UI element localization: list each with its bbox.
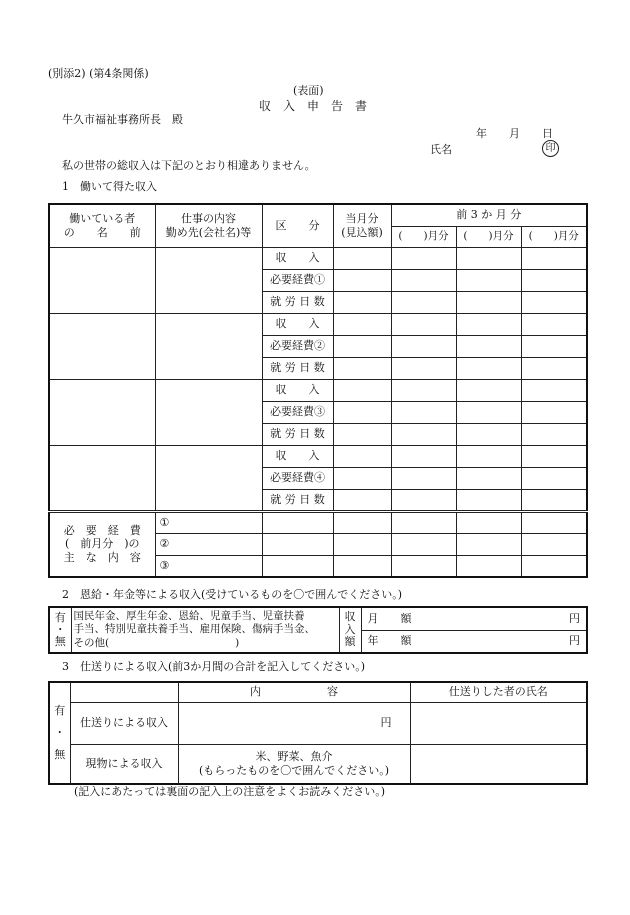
yen-unit: 円 [569,634,580,648]
input-cell[interactable] [521,401,587,423]
col-current-header [333,204,391,247]
in-kind-sender-field[interactable] [410,744,587,784]
row-label: 収 入 [262,445,333,467]
row-label: 必要経費② [262,335,333,357]
yearly-amount-field[interactable] [361,630,587,653]
input-cell[interactable] [391,445,456,467]
col-category-header: 区 分 [262,204,333,247]
input-cell[interactable] [333,291,391,313]
input-cell[interactable] [391,269,456,291]
row-label: 就 労 日 数 [262,291,333,313]
income-label-1: 収 [344,610,356,624]
col-worker-line2: の 名 前 [63,225,141,239]
input-cell[interactable] [391,247,456,269]
remittance-umu[interactable] [49,682,70,784]
worker-name-2[interactable] [49,313,155,379]
expense-num-1: ① [155,511,262,533]
input-cell[interactable] [391,291,456,313]
col-current-line1: 当月分 [345,212,379,225]
input-cell[interactable] [456,467,521,489]
input-cell[interactable] [456,335,521,357]
in-kind-items[interactable]: 米、野菜、魚介 [255,750,333,763]
input-cell[interactable] [333,357,391,379]
umu-no[interactable]: 無 [54,635,66,649]
empty-header [70,682,178,702]
worker-job-3[interactable] [155,379,262,445]
col-sender-header: 仕送りした者の氏名 [410,682,587,702]
income-label-2: 入 [344,622,356,636]
input-cell[interactable] [521,379,587,401]
input-cell[interactable] [391,555,456,577]
col-job-header [155,204,262,247]
input-cell[interactable] [391,511,456,533]
umu-no[interactable]: 無 [54,748,66,762]
input-cell[interactable] [391,401,456,423]
input-cell[interactable] [262,511,333,533]
yearly-label: 年 額 [367,634,412,648]
monthly-amount-field[interactable] [361,607,587,630]
input-cell[interactable] [333,423,391,445]
col-worker-line1: 働いている者 [69,212,136,225]
expense-label-line3: 主 な 内 容 [63,551,141,565]
input-cell[interactable] [391,467,456,489]
statement: 私の世帯の総収入は下記のとおり相違ありません。 [62,159,316,172]
input-cell[interactable] [391,423,456,445]
month-cell-3[interactable]: ( )月分 [521,226,587,247]
annex-label: (別添2) (第4条関係) [48,67,149,80]
input-cell[interactable] [456,445,521,467]
page-title: 収 入 申 告 書 [259,99,368,113]
umu-dot: ・ [54,622,66,636]
umu-yes[interactable]: 有 [54,610,66,624]
remittance-sender-field[interactable] [410,702,587,744]
remittance-amount-field[interactable] [178,702,410,744]
input-cell[interactable] [333,511,391,533]
row-label: 必要経費① [262,269,333,291]
input-cell[interactable] [333,269,391,291]
input-cell[interactable] [456,357,521,379]
input-cell[interactable] [521,555,587,577]
expense-label-line1: 必 要 経 費 [63,523,141,537]
income-amount-label [339,607,361,653]
input-cell[interactable] [456,423,521,445]
input-cell[interactable] [333,379,391,401]
row-label: 就 労 日 数 [262,423,333,445]
row-label: 収 入 [262,379,333,401]
input-cell[interactable] [521,269,587,291]
addressee: 牛久市福祉事務所長 殿 [62,113,183,126]
col-job-line2: 勤め先(会社名)等 [165,225,252,239]
income-label-3: 額 [344,635,356,649]
input-cell[interactable] [521,291,587,313]
input-cell[interactable] [521,489,587,511]
pension-types-line2: 手当、特別児童扶養手当、雇用保険、傷病手当金、 [73,623,315,636]
input-cell[interactable] [333,555,391,577]
input-cell[interactable] [456,401,521,423]
worker-job-2[interactable] [155,313,262,379]
in-kind-content[interactable] [178,744,410,784]
yen-unit: 円 [380,716,392,730]
input-cell[interactable] [391,379,456,401]
pension-umu[interactable] [49,607,71,653]
col-prev3-header: 前 3 か 月 分 [391,204,587,226]
input-cell[interactable] [521,335,587,357]
input-cell[interactable] [456,269,521,291]
remittance-income-table [48,681,588,785]
col-content-header: 内 容 [178,682,410,702]
input-cell[interactable] [456,533,521,555]
worker-name-3[interactable] [49,379,155,445]
input-cell[interactable] [391,533,456,555]
expense-num-2: ② [155,533,262,555]
umu-dot: ・ [54,725,66,739]
worker-job-1[interactable] [155,247,262,313]
input-cell[interactable] [333,467,391,489]
row-label: 収 入 [262,247,333,269]
input-cell[interactable] [456,247,521,269]
pension-types-line1: 国民年金、厚生年金、恩給、児童手当、児童扶養 [73,609,305,622]
input-cell[interactable] [333,533,391,555]
worker-name-1[interactable] [49,247,155,313]
input-cell[interactable] [333,247,391,269]
date-field[interactable]: 年 月 日 [476,127,553,140]
col-worker-header [49,204,155,247]
month-cell-2[interactable]: ( )月分 [456,226,521,247]
input-cell[interactable] [262,555,333,577]
expense-num-3: ③ [155,555,262,577]
umu-yes[interactable]: 有 [54,703,66,717]
col-current-line2: (見込額) [341,225,383,239]
seal-icon: 印 [542,140,559,157]
input-cell[interactable] [333,313,391,335]
row-label: 必要経費③ [262,401,333,423]
input-cell[interactable] [521,313,587,335]
worker-job-4[interactable] [155,445,262,511]
input-cell[interactable] [456,511,521,533]
pension-income-table [48,606,588,654]
input-cell[interactable] [521,533,587,555]
monthly-label: 月 額 [367,611,412,625]
input-cell[interactable] [521,423,587,445]
name-label: 氏名 [430,143,452,156]
row-label: 就 労 日 数 [262,489,333,511]
input-cell[interactable] [391,335,456,357]
input-cell[interactable] [333,489,391,511]
input-cell[interactable] [333,335,391,357]
input-cell[interactable] [391,489,456,511]
input-cell[interactable] [391,313,456,335]
input-cell[interactable] [333,445,391,467]
section3-heading: 3 仕送りによる収入(前3か月間の合計を記入してください。) [62,660,366,673]
in-kind-note: (もらったものを〇で囲んでください。) [198,763,390,777]
input-cell[interactable] [521,357,587,379]
input-cell[interactable] [333,401,391,423]
input-cell[interactable] [521,247,587,269]
col-job-line1: 仕事の内容 [181,212,236,225]
section2-heading: 2 恩給・年金等による収入(受けているものを〇で囲んでください。) [62,588,403,601]
input-cell[interactable] [456,555,521,577]
pension-types[interactable] [71,607,339,653]
input-cell[interactable] [521,445,587,467]
section1-heading: 1 働いて得た収入 [62,180,157,193]
input-cell[interactable] [521,511,587,533]
input-cell[interactable] [391,357,456,379]
remittance-row-label: 仕送りによる収入 [70,702,178,744]
worker-name-4[interactable] [49,445,155,511]
row-label: 収 入 [262,313,333,335]
expense-label-line2: ( 前月分 )の [64,537,140,551]
pension-types-line3[interactable]: その他( ) [73,636,240,649]
input-cell[interactable] [262,533,333,555]
input-cell[interactable] [521,467,587,489]
input-cell[interactable] [456,489,521,511]
input-cell[interactable] [456,291,521,313]
row-label: 必要経費④ [262,467,333,489]
work-income-table [48,203,588,578]
side-label: (表面) [293,84,324,97]
row-label: 就 労 日 数 [262,357,333,379]
input-cell[interactable] [456,313,521,335]
input-cell[interactable] [456,379,521,401]
expense-label [49,511,155,577]
footer-note: (記入にあたっては裏面の記入上の注意をよくお読みください。) [74,785,386,798]
in-kind-row-label: 現物による収入 [70,744,178,784]
month-cell-1[interactable]: ( )月分 [391,226,456,247]
yen-unit: 円 [569,611,580,625]
